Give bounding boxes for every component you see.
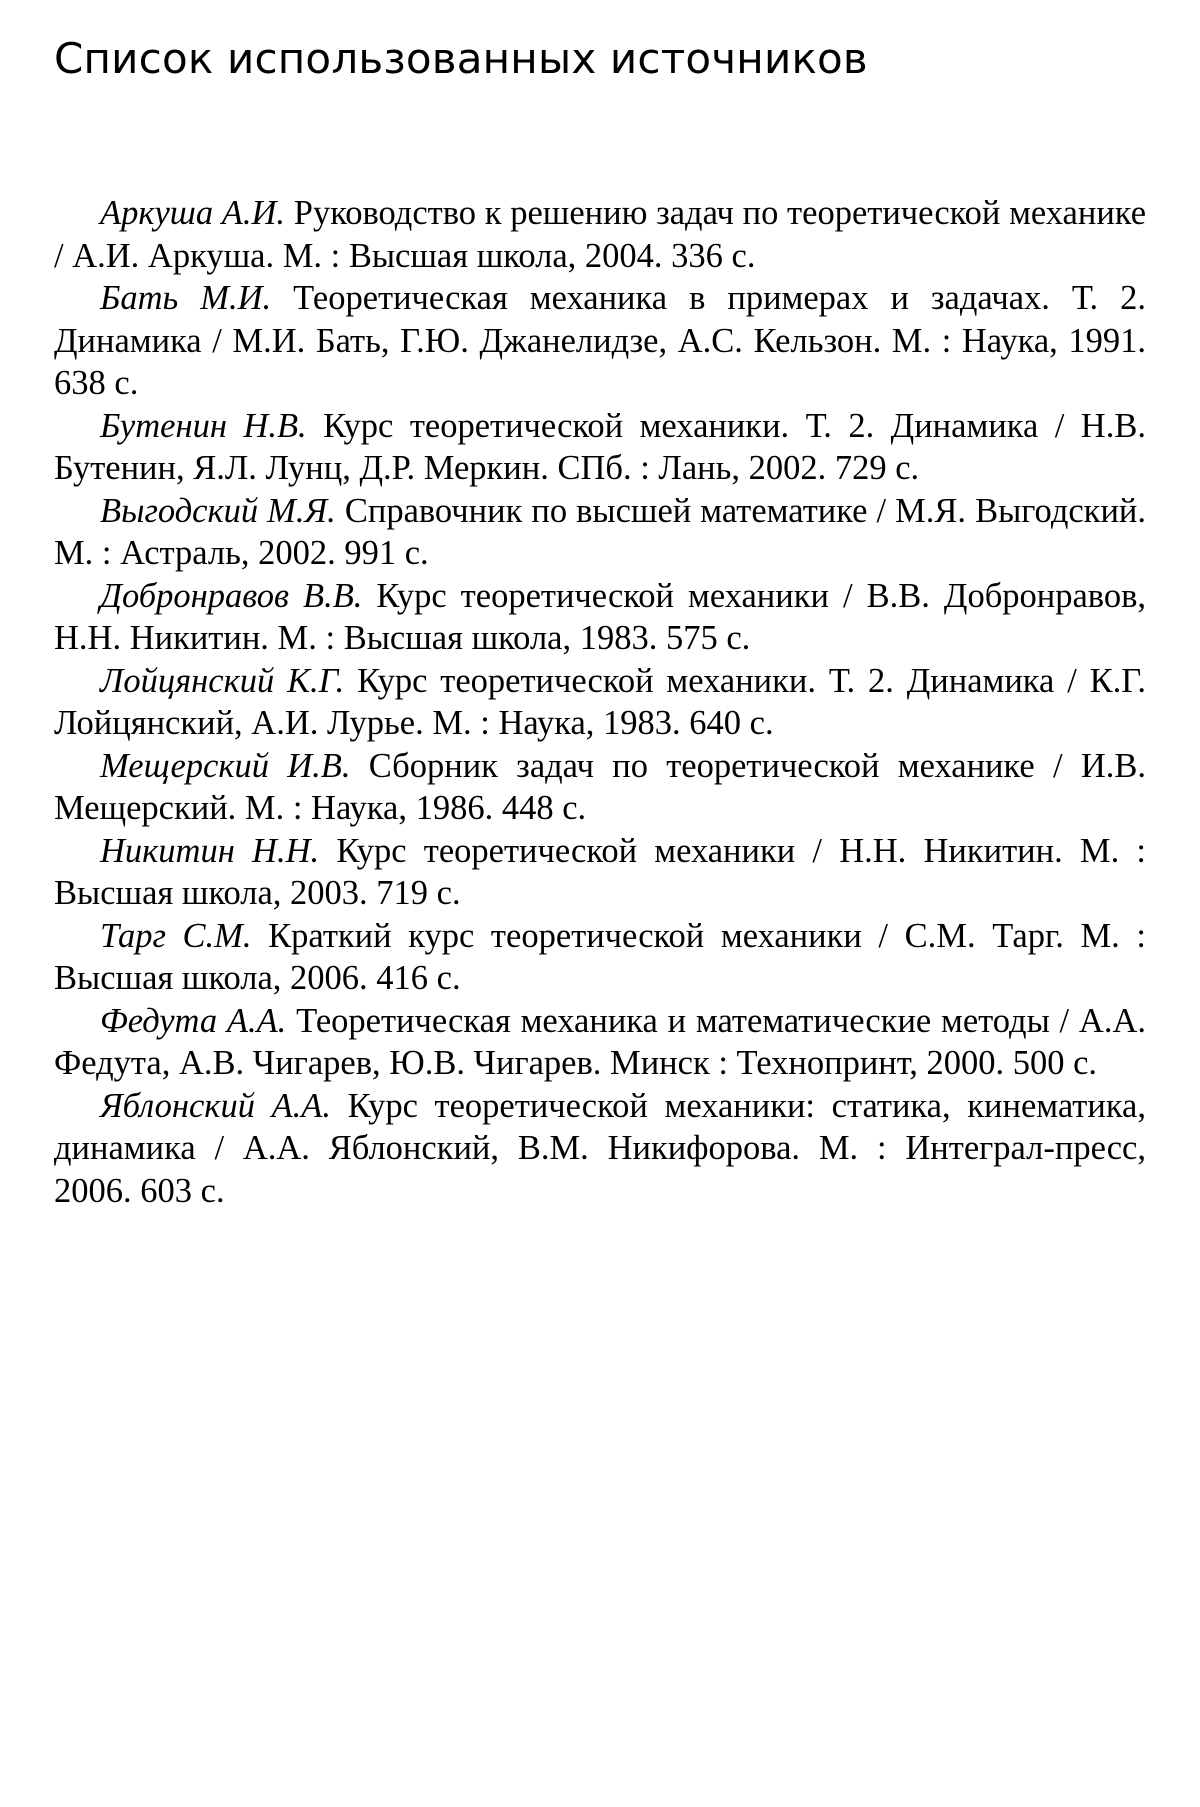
reference-text: Курс теоретической механики. Т. 2. Динамика / Н.В. Бутенин, Я.Л. Лунц, Д.Р. Меркин. СПб. : Лань, 2002. 729 с. bbox=[54, 406, 1146, 488]
reference-text: Сборник задач по теоретической механике / И.В. Мещерский. М. : Наука, 1986. 448 с. bbox=[54, 746, 1146, 828]
reference-text: Теоретическая механика и математические методы / А.А. Федута, А.В. Чигарев, Ю.В. Чигарев. Минск : Технопринт, 2000. 500 с. bbox=[54, 1001, 1147, 1083]
reference-item bbox=[54, 660, 1146, 745]
reference-item bbox=[54, 745, 1146, 830]
reference-text: Краткий курс теоретической механики / С.М. Тарг. М. : Высшая школа, 2006. 416 с. bbox=[54, 916, 1146, 998]
reference-author: Никитин Н.Н. bbox=[100, 831, 320, 870]
reference-list bbox=[54, 192, 1146, 1212]
reference-author: Тарг С.М. bbox=[100, 916, 252, 955]
reference-text: Руководство к решению задач по теоретической механике / А.И. Аркуша. М. : Высшая школа, 2004. 336 с. bbox=[54, 194, 1147, 275]
reference-item bbox=[54, 277, 1146, 405]
reference-author: Добронравов В.В. bbox=[100, 576, 363, 615]
reference-item bbox=[54, 830, 1146, 915]
reference-author: Яблонский А.А. bbox=[100, 1086, 331, 1125]
reference-text: Справочник по высшей математике / М.Я. Выгодский. М. : Астраль, 2002. 991 с. bbox=[54, 491, 1146, 573]
reference-item bbox=[54, 915, 1146, 1000]
reference-author: Лойцянский К.Г. bbox=[100, 661, 345, 700]
reference-author: Бать М.И. bbox=[100, 279, 272, 318]
reference-item bbox=[54, 1085, 1146, 1213]
page-title: Список использованных источников bbox=[54, 34, 868, 83]
reference-item bbox=[54, 1000, 1146, 1085]
reference-text: Курс теоретической механики: статика, кинематика, динамика / А.А. Яблонский, В.М. Никифорова. М. : Интеграл-пресс, 2006. 603 с. bbox=[54, 1086, 1146, 1210]
reference-item bbox=[54, 192, 1146, 277]
reference-text: Курс теоретической механики. Т. 2. Динамика / К.Г. Лойцянский, А.И. Лурье. М. : Наука, 1983. 640 с. bbox=[54, 661, 1146, 743]
reference-item bbox=[54, 405, 1146, 490]
reference-text: Курс теоретической механики / В.В. Добронравов, Н.Н. Никитин. М. : Высшая школа, 1983. 575 с. bbox=[54, 576, 1146, 658]
reference-item bbox=[54, 490, 1146, 575]
reference-item bbox=[54, 575, 1146, 660]
reference-text: Курс теоретической механики / Н.Н. Никитин. М. : Высшая школа, 2003. 719 с. bbox=[54, 831, 1146, 913]
reference-author: Бутенин Н.В. bbox=[100, 406, 307, 445]
reference-text: Теоретическая механика в примерах и задачах. Т. 2. Динамика / М.И. Бать, Г.Ю. Джанелидзе, А.С. Кельзон. М. : Наука, 1991. 638 с. bbox=[54, 279, 1147, 403]
reference-author: Аркуша А.И. bbox=[100, 194, 286, 233]
reference-author: Выгодский М.Я. bbox=[100, 491, 336, 530]
reference-author: Мещерский И.В. bbox=[100, 746, 351, 785]
reference-author: Федута А.А. bbox=[100, 1001, 287, 1040]
